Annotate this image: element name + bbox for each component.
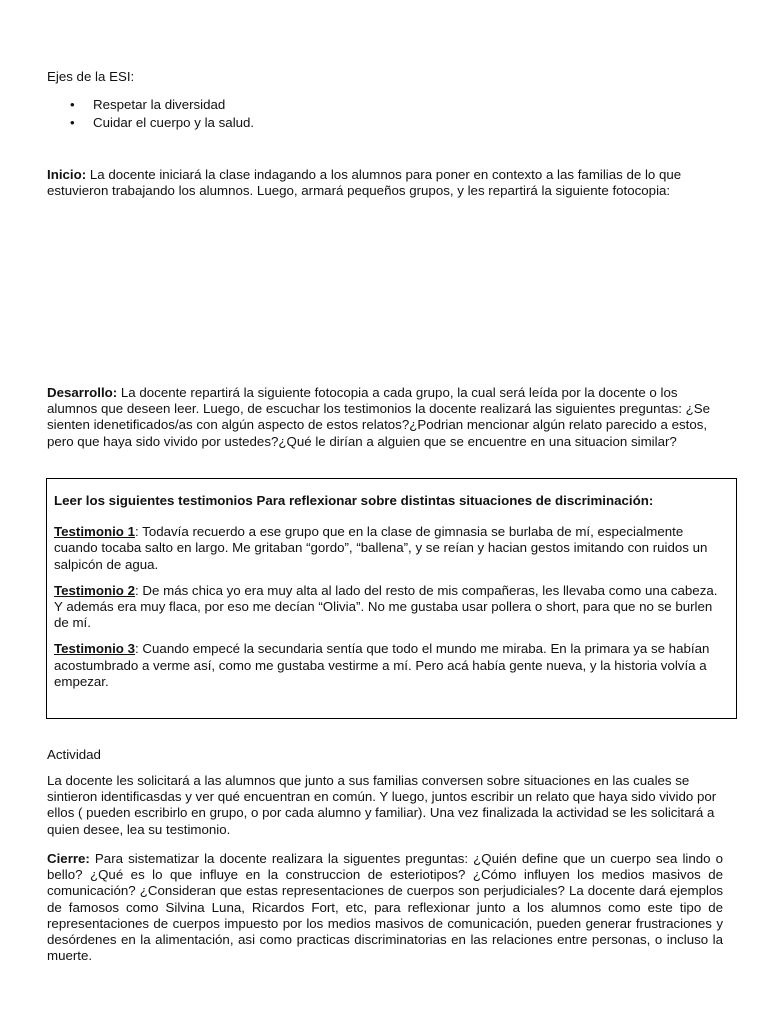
inicio-text: La docente iniciará la clase indagando a los alumnos para poner en contexto a las familias de lo que estuvieron trabajando los alumnos. Luego, armará pequeños grupos, y les repartirá la siguiente fotocopia: (47, 167, 682, 199)
testimonio-text: : Cuando empecé la secundaria sentía que todo el mundo me miraba. En la primara ya se habían acostumbrado a verme así, como me gustaba vestirme a mí. Pero acá había gente nueva, y la historia volvía a empezar. (54, 641, 710, 689)
box-title: Leer los siguientes testimonios Para reflexionar sobre distintas situaciones de discriminación: (54, 493, 654, 508)
actividad-paragraph: La docente les solicitará a las alumnos que junto a sus familias conversen sobre situaciones en las cuales se sintieron identificasdas y ver qué encuentran en común. Y luego, juntos escribir un relato que haya sido vivido por ellos ( pueden escribirlo en grupo, o por cada alumno y familiar). Una vez finalizada la actividad se les solicitará a quien desee, lea su testimonio. (47, 773, 717, 837)
testimonio-text: : De más chica yo era muy alta al lado del resto de mis compañeras, les llevaba como una cabeza. Y además era muy flaca, por eso me decían “Olivia”. No me gustaba usar pollera o short, para que no se burlen de mí. (54, 582, 718, 631)
actividad-heading: Actividad (47, 747, 101, 762)
ejes-heading: Ejes de la ESI: (47, 69, 135, 84)
cierre-label: Cierre: (47, 851, 90, 866)
testimonios-content (54, 493, 726, 700)
cierre-text: Para sistematizar la docente realizara la siguentes preguntas: ¿Quién define que un cuerpo sea lindo o bello? ¿Qué es lo que influye en la construccion de esteriotipos? ¿Cómo influyen los medios masivos de comunicación? ¿Consideran que estas representaciones de cuerpos son perjudiciales? La docente dará ejemplos de famosos como Silvina Luna, Ricardos Fort, etc, para reflexionar junto a los alumnos como este tipo de representaciones de cuerpos impuesto por los medios masivos de comunicación, pueden generar frustraciones y desórdenes en la alimentación, asi como practicas discriminatorias en las relaciones entre personas, o incluso la muerte. (47, 851, 723, 964)
inicio-paragraph (47, 167, 723, 199)
desarrollo-paragraph (47, 385, 723, 450)
list-item: • Cuidar el cuerpo y la salud. (70, 115, 255, 130)
desarrollo-label: Desarrollo: (47, 385, 118, 400)
testimonio-1 (54, 524, 726, 573)
desarrollo-text: La docente repartirá la siguiente fotocopia a cada grupo, la cual será leída por la docente o los alumnos que deseen leer. Luego, de escuchar los testimonios la docente realizará las siguientes preguntas: ¿Se sienten idenetificados/as con algún aspecto de estos relatos?¿Podrian mencionar algún relato parecido a estos, pero que haya sido vivido por ustedes?¿Qué le dirían a alguien que se encuentre en una situacion similar? (47, 385, 711, 449)
inicio-label: Inicio: (47, 167, 87, 182)
testimonio-3 (54, 641, 726, 690)
testimonio-label: Testimonio 1 (54, 524, 136, 540)
bullet-icon: • (70, 115, 75, 130)
testimonio-2 (54, 583, 726, 632)
testimonio-label: Testimonio 3 (54, 641, 136, 657)
ejes-list (47, 97, 723, 133)
testimonios-box (46, 478, 737, 719)
bullet-icon: • (70, 97, 75, 112)
testimonio-label: Testimonio 2 (54, 582, 136, 598)
list-item: • Respetar la diversidad (70, 97, 226, 112)
testimonio-text: : Todavía recuerdo a ese grupo que en la clase de gimnasia se burlaba de mí, especialmente cuando tocaba salto en largo. Me gritaban “gordo”, “ballena”, y se reían y hacian gestos imitando con ruidos un salpicón de agua. (54, 524, 708, 572)
cierre-paragraph (47, 851, 723, 964)
